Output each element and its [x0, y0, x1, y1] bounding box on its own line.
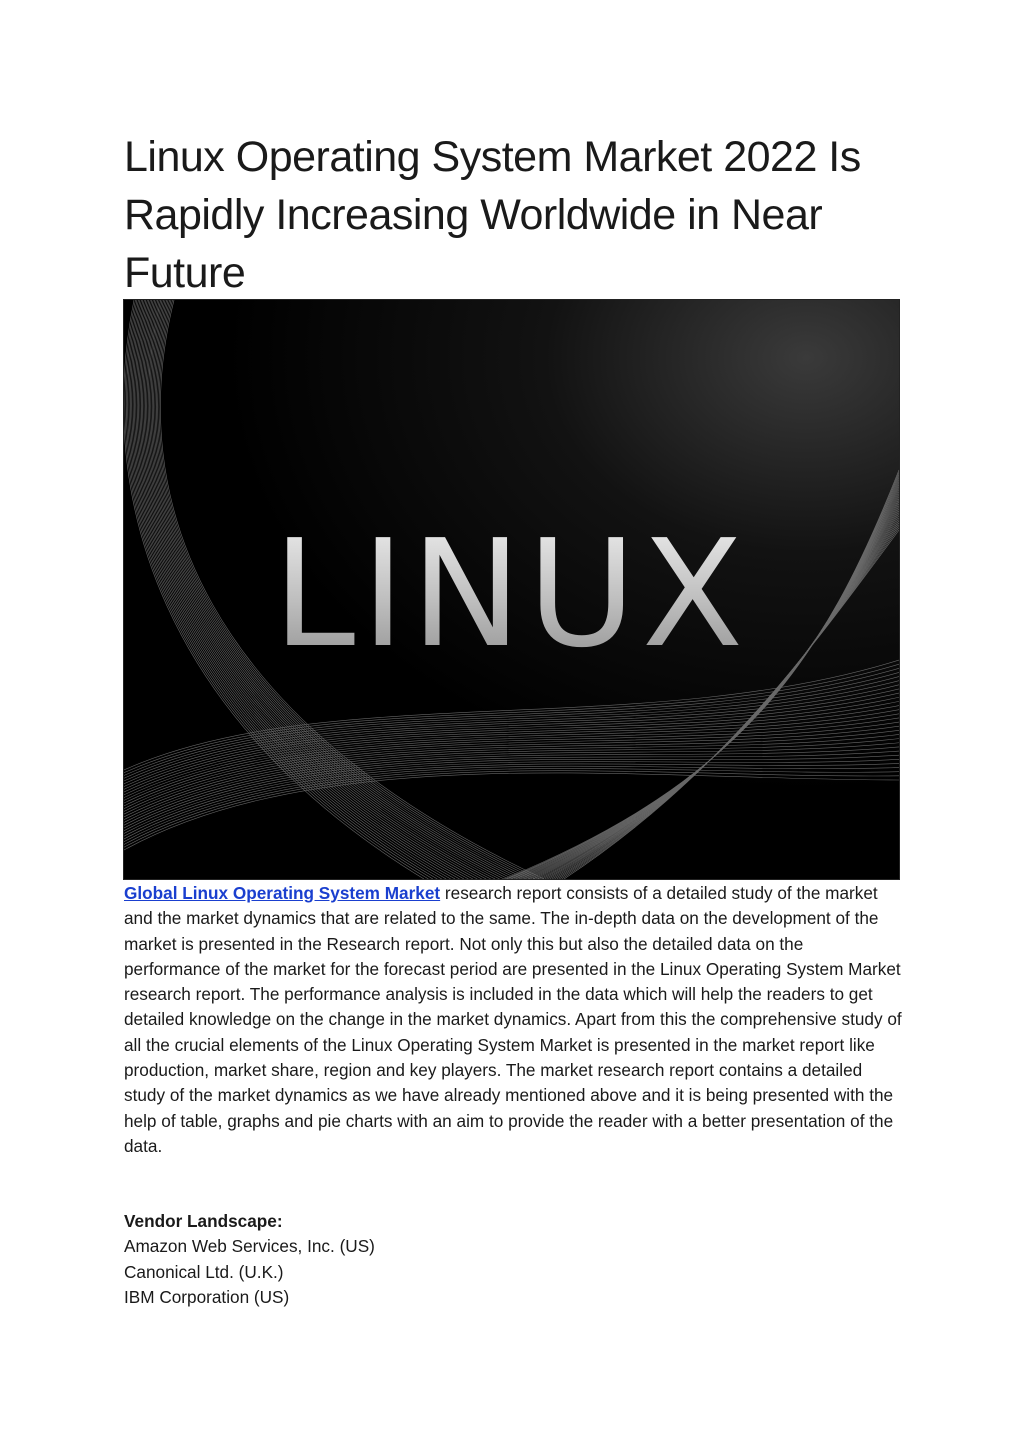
intro-paragraph: [124, 881, 904, 1159]
market-report-link[interactable]: Global Linux Operating System Market: [124, 883, 441, 903]
page-title: Linux Operating System Market 2022 Is Rapidly Increasing Worldwide in Near Future: [124, 133, 861, 297]
vendor-landscape-heading: Vendor Landscape:: [124, 1211, 283, 1231]
hero-linux-text: LINUX: [272, 508, 750, 680]
vendor-list: [124, 1234, 904, 1310]
linux-banner: [124, 300, 899, 879]
intro-text: research report consists of a detailed study of the market and the market dynamics that are related to the same. The in-depth data on the development of the market is presented in the Research report. Not only this but also the detailed data on the performance of the market for the forecast period are presented in the Linux Operating System Market research report. The performance analysis is included in the data which will help the readers to get detailed knowledge on the change in the market dynamics. Apart from this the comprehensive study of all the crucial elements of the Linux Operating System Market is presented in the market report like production, market share, region and key players. The market research report contains a detailed study of the market dynamics as we have already mentioned above and it is being presented with the help of table, graphs and pie charts with an aim to provide the reader with a better presentation of the data.: [124, 883, 902, 1156]
vendor-item: IBM Corporation (US): [124, 1286, 290, 1307]
vendor-landscape: [124, 1209, 904, 1310]
vendor-item: Canonical Ltd. (U.K.): [124, 1261, 284, 1282]
vendor-item: Amazon Web Services, Inc. (US): [124, 1236, 375, 1257]
hero-image: [123, 299, 900, 880]
